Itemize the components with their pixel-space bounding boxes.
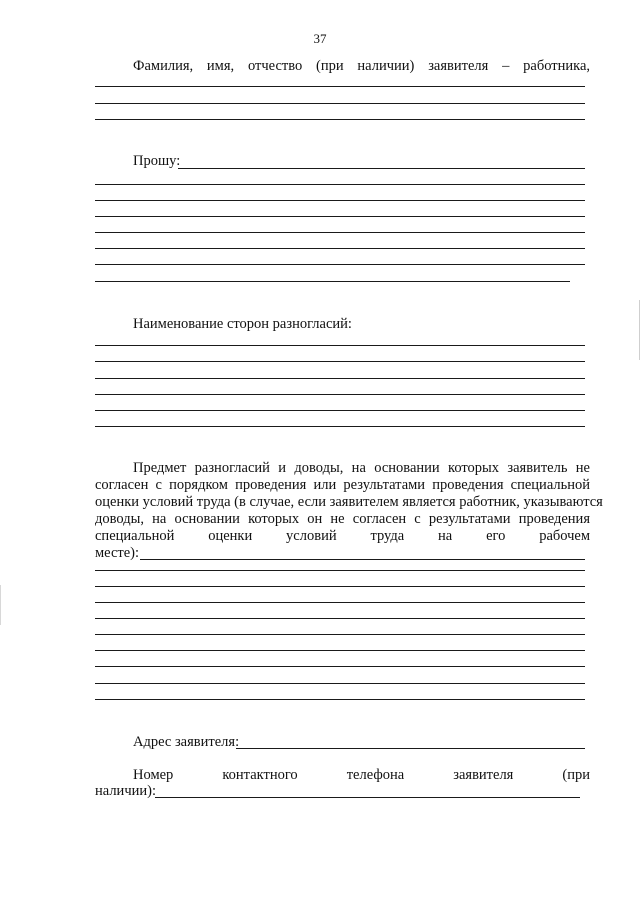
parties-fill-line[interactable] <box>95 410 585 411</box>
applicant-name-fill-line[interactable] <box>95 86 585 87</box>
subject-text-line: специальной оценки условий труда на его рабочем <box>95 528 591 544</box>
address-label: Адрес заявителя: <box>133 734 240 750</box>
subject-fill-line[interactable] <box>95 586 585 587</box>
request-fill-line[interactable] <box>95 281 570 282</box>
applicant-name-fill-line[interactable] <box>95 103 585 104</box>
subject-text-line: согласен с порядком проведения или результатами проведения специальной <box>95 477 590 493</box>
applicant-name-fill-line[interactable] <box>95 119 585 120</box>
address-fill-line[interactable] <box>236 748 585 749</box>
request-fill-line[interactable] <box>95 264 585 265</box>
phone-fill-line[interactable] <box>155 797 580 798</box>
subject-text-line: оценки условий труда (в случае, если заявителем является работник, указываются <box>95 494 603 510</box>
phone-label-continued: наличии): <box>95 783 156 799</box>
subject-text-line: месте): <box>95 545 140 561</box>
request-label: Прошу: <box>133 153 181 169</box>
scan-edge-mark <box>0 585 1 625</box>
subject-fill-line[interactable] <box>95 570 585 571</box>
request-fill-line[interactable] <box>95 248 585 249</box>
subject-fill-line[interactable] <box>95 650 585 651</box>
subject-fill-line[interactable] <box>95 699 585 700</box>
subject-fill-line[interactable] <box>95 602 585 603</box>
request-fill-line[interactable] <box>95 216 585 217</box>
parties-fill-line[interactable] <box>95 426 585 427</box>
applicant-name-label: Фамилия, имя, отчество (при наличии) заявителя – работника, <box>133 58 591 74</box>
request-fill-line[interactable] <box>95 232 585 233</box>
subject-text-line: Предмет разногласий и доводы, на основании которых заявитель не <box>133 460 590 476</box>
subject-fill-line[interactable] <box>95 634 585 635</box>
request-fill-line[interactable] <box>178 168 585 169</box>
parties-fill-line[interactable] <box>95 361 585 362</box>
page-number: 37 <box>313 31 327 46</box>
subject-fill-line[interactable] <box>95 618 585 619</box>
parties-label: Наименование сторон разногласий: <box>133 316 352 332</box>
subject-fill-line[interactable] <box>95 683 585 684</box>
parties-fill-line[interactable] <box>95 378 585 379</box>
request-fill-line[interactable] <box>95 184 585 185</box>
subject-fill-line[interactable] <box>140 559 585 560</box>
subject-text-line: доводы, на основании которых он не согласен с результатами проведения <box>95 511 590 527</box>
phone-label: Номер контактного телефона заявителя (при <box>133 767 591 783</box>
request-fill-line[interactable] <box>95 200 585 201</box>
subject-fill-line[interactable] <box>95 666 585 667</box>
parties-fill-line[interactable] <box>95 345 585 346</box>
parties-fill-line[interactable] <box>95 394 585 395</box>
